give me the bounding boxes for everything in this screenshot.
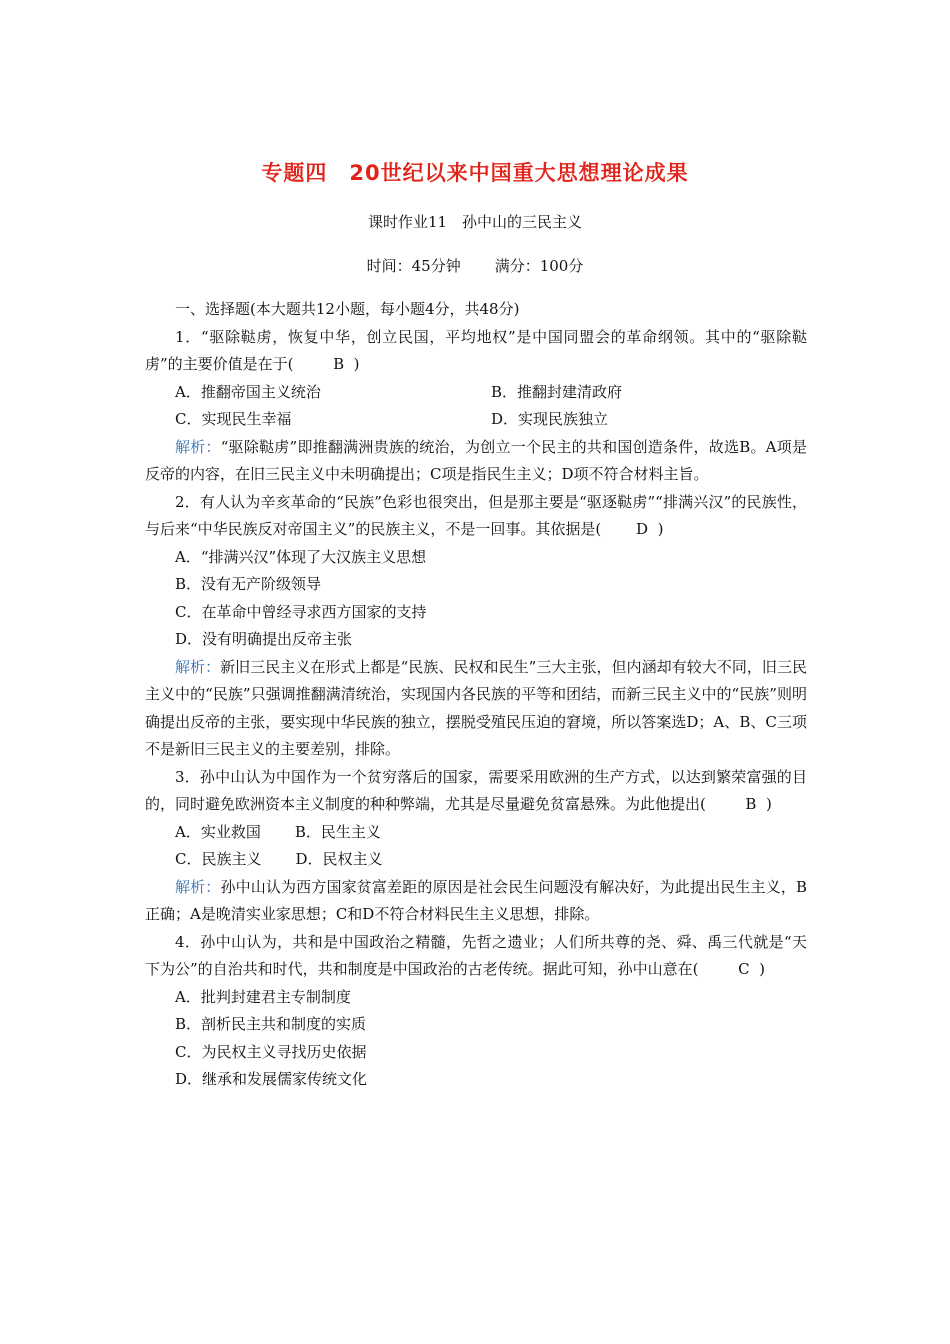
time-score-line <box>0 255 950 276</box>
analysis-label: 解析： <box>175 437 221 456</box>
option: A．批判封建君主专制制度 <box>175 987 351 1006</box>
section-heading: 一、选择题(本大题共12小题，每小题4分，共48分) <box>175 300 520 318</box>
analysis-label: 解析： <box>175 657 221 676</box>
option: C．民族主义 <box>175 850 262 868</box>
question-1-analysis: 解析：“驱除鞑虏”即推翻满洲贵族的统治，为创立一个民主的共和国创造条件，故选B。A项是反帝的内容，在旧三民主义中未明确提出；C项是指民生主义；D项不符合材料主旨。 <box>145 437 807 483</box>
question-4-answer: C <box>738 960 750 978</box>
question-4-stem: 4．孙中山认为，共和是中国政治之精髓，先哲之遗业；人们所共尊的尧、舜、禹三代就是“天下为公”的自治共和时代，共和制度是中国政治的古老传统。据此可知，孙中山意在( C ) <box>145 929 807 984</box>
question-3-options-row <box>145 846 807 874</box>
score-label: 满分：100分 <box>494 257 584 275</box>
option: A．实业救国 <box>175 822 261 841</box>
question-2-answer: D <box>635 520 649 538</box>
question-1-stem: 1．“驱除鞑虏，恢复中华，创立民国，平均地权”是中国同盟会的革命纲领。其中的“驱除鞑虏”的主要价值是在于( B ) <box>145 324 807 379</box>
option: B．民生主义 <box>294 822 381 841</box>
option: C．实现民生幸福 <box>175 410 292 428</box>
analysis-label: 解析： <box>175 877 221 896</box>
option: B．剖析民主共和制度的实质 <box>175 1015 367 1033</box>
option: B．推翻封建清政府 <box>491 382 623 401</box>
page-subtitle: 课时作业11 孙中山的三民主义 <box>367 213 583 231</box>
question-content <box>145 296 807 1094</box>
time-label: 时间：45分钟 <box>366 257 461 275</box>
option: C．在革命中曾经寻求西方国家的支持 <box>175 602 427 621</box>
option: A．“排满兴汉”体现了大汉族主义思想 <box>175 547 427 566</box>
option: D．继承和发展儒家传统文化 <box>175 1070 368 1088</box>
question-2-analysis: 解析：新旧三民主义在形式上都是“民族、民权和民生”三大主张，但内涵却有较大不同，旧三民主义中的“民族”只强调推翻满清统治，实现国内各民族的平等和团结，而新三民主义中的“民族”则明确提出反帝的主张，要实现中华民族的独立，摆脱受殖民压迫的窘境，所以答案选D；A、B、C三项不是新旧三民主义的主要差别，排除。 <box>145 657 807 758</box>
question-1-options-row <box>145 406 807 434</box>
option: B．没有无产阶级领导 <box>175 575 322 593</box>
option: D．民权主义 <box>295 850 383 868</box>
option: D．没有明确提出反帝主张 <box>175 630 353 648</box>
question-3-stem: 3．孙中山认为中国作为一个贫穷落后的国家，需要采用欧洲的生产方式，以达到繁荣富强的目的，同时避免欧洲资本主义制度的种种弊端，尤其是尽量避免贫富悬殊。为此他提出( B ) <box>145 764 807 819</box>
question-3-analysis: 解析：孙中山认为西方国家贫富差距的原因是社会民生问题没有解决好，为此提出民生主义，B正确；A是晚清实业家思想；C和D不符合材料民生主义思想，排除。 <box>145 877 807 923</box>
question-1-options-row <box>145 379 807 407</box>
option: A．推翻帝国主义统治 <box>175 382 321 401</box>
question-1-answer: B <box>333 355 345 373</box>
option: C．为民权主义寻找历史依据 <box>175 1042 367 1061</box>
question-3-answer: B <box>745 795 757 813</box>
page-title: 专题四 20世纪以来中国重大思想理论成果 <box>261 161 689 185</box>
question-2-stem: 2．有人认为辛亥革命的“民族”色彩也很突出，但是那主要是“驱逐鞑虏”“排满兴汉”的民族性，与后来“中华民族反对帝国主义”的民族主义，不是一回事。其依据是( D ) <box>145 489 807 544</box>
option: D．实现民族独立 <box>491 410 609 428</box>
question-3-options-row <box>145 819 807 847</box>
